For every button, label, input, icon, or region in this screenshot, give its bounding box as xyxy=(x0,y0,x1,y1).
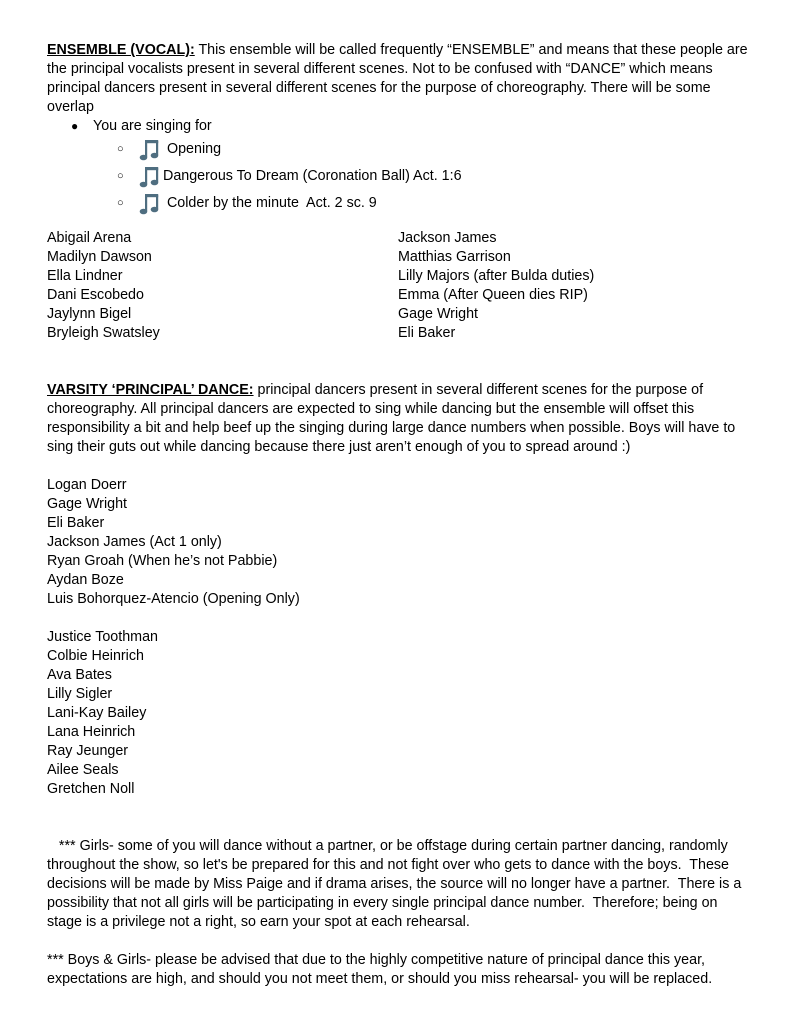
song-item xyxy=(117,136,749,163)
circle-bullet: ○ xyxy=(117,143,124,155)
boys-list xyxy=(47,476,749,609)
name-item: Lana Heinrich xyxy=(47,724,136,740)
song-item xyxy=(117,190,749,217)
name-item: Ailee Seals xyxy=(47,762,119,778)
name-item: Logan Doerr xyxy=(47,477,127,493)
name-item: Gretchen Noll xyxy=(47,781,135,797)
varsity-description: principal dancers present in several different scenes for the purpose of choreography. All principal dancers are expected to sing while dancing but the ensemble will offset this responsibility a bit and help beef up the singing during large dance numbers when possible. Boys will have to sing their guts out while dancing because there just aren’t enough of you to spread around :) xyxy=(47,382,736,455)
music-note-icon xyxy=(139,165,161,189)
name-item: Lilly Sigler xyxy=(47,686,113,702)
bullet-text: You are singing for xyxy=(93,118,212,134)
name-item: Ryan Groah (When he’s not Pabbie) xyxy=(47,553,278,569)
name-item: Bryleigh Swatsley xyxy=(47,325,160,341)
name-item: Eli Baker xyxy=(398,325,456,341)
name-item: Abigail Arena xyxy=(47,230,132,246)
song-title: Opening xyxy=(163,141,222,157)
name-item: Matthias Garrison xyxy=(398,249,511,265)
girls-note: *** Girls- some of you will dance without a partner, or be offstage during certain partner dancing, randomly throughout the show, so let's be prepared for this and not fight over who gets to dance with the boys. These decisions will be made by Miss Paige and if drama arises, the source will no longer have a partner. There is a possibility that not all girls will be participating in every single principal dance number. Therefore; being on stage is a privilege not a right, so earn your spot at each rehearsal. xyxy=(47,838,746,930)
name-item: Lani-Kay Bailey xyxy=(47,705,147,721)
girls-list xyxy=(47,628,749,799)
names-left-column xyxy=(47,229,398,343)
ensemble-names xyxy=(47,229,749,343)
song-item xyxy=(117,163,749,190)
name-item: Jaylynn Bigel xyxy=(47,306,132,322)
name-item: Ava Bates xyxy=(47,667,112,683)
name-item: Jackson James (Act 1 only) xyxy=(47,534,222,550)
ensemble-heading: ENSEMBLE (VOCAL): xyxy=(47,42,195,58)
name-item: Justice Toothman xyxy=(47,629,158,645)
music-note-icon xyxy=(139,138,161,162)
name-item: Ray Jeunger xyxy=(47,743,129,759)
boys-girls-note: *** Boys & Girls- please be advised that due to the highly competitive nature of principal dance this year, expectations are high, and should you not meet them, or should you miss rehearsal- you will be replaced. xyxy=(47,952,713,987)
name-item: Jackson James xyxy=(398,230,497,246)
name-item: Aydan Boze xyxy=(47,572,124,588)
song-title: Colder by the minute Act. 2 sc. 9 xyxy=(163,195,377,211)
name-item: Gage Wright xyxy=(47,496,127,512)
name-item: Madilyn Dawson xyxy=(47,249,152,265)
name-item: Colbie Heinrich xyxy=(47,648,144,664)
name-item: Luis Bohorquez-Atencio (Opening Only) xyxy=(47,591,300,607)
names-right-column xyxy=(398,229,749,343)
circle-bullet: ○ xyxy=(117,197,124,209)
name-item: Dani Escobedo xyxy=(47,287,144,303)
ensemble-paragraph xyxy=(47,41,749,117)
ensemble-description: This ensemble will be called frequently “ENSEMBLE” and means that these people are the principal vocalists present in several different scenes. Not to be confused with “DANCE” which means principal dancers present in several different scenes for the purpose of choreography. There will be some overlap xyxy=(47,42,748,115)
name-item: Eli Baker xyxy=(47,515,105,531)
name-item: Gage Wright xyxy=(398,306,478,322)
name-item: Emma (After Queen dies RIP) xyxy=(398,287,588,303)
varsity-paragraph xyxy=(47,381,749,457)
circle-bullet: ○ xyxy=(117,170,124,182)
bullet-item xyxy=(71,117,749,136)
bullet-dot: ● xyxy=(71,119,79,133)
song-title: Dangerous To Dream (Coronation Ball) Act. 1:6 xyxy=(163,168,462,184)
song-list xyxy=(47,136,749,217)
name-item: Ella Lindner xyxy=(47,268,123,284)
varsity-heading: VARSITY ‘PRINCIPAL’ DANCE: xyxy=(47,382,254,398)
document-page xyxy=(47,41,749,989)
music-note-icon xyxy=(139,192,161,216)
name-item: Lilly Majors (after Bulda duties) xyxy=(398,268,595,284)
